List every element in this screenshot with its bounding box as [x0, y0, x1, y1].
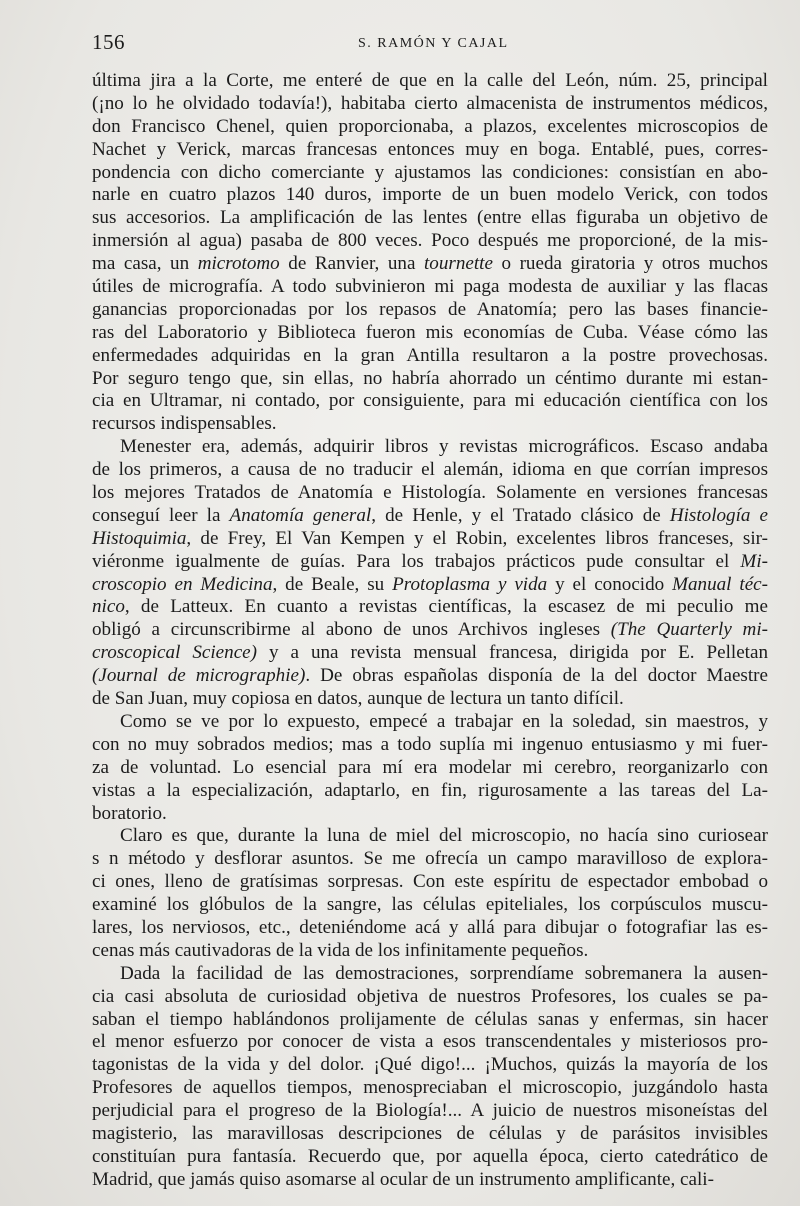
text-line: el menor esfuerzo por conocer de vista a esos transcendentales y misteriosos pro-: [92, 1031, 768, 1053]
text-line: ma casa, un microtomo de Ranvier, una tournette o rueda giratoria y otros muchos: [92, 253, 768, 275]
text-line: saban el tiempo hablándonos prolijamente de células sanas y enfermas, sin hacer: [92, 1008, 768, 1030]
paragraph: [92, 963, 768, 1192]
text-line: Dada la facilidad de las demostraciones, sorprendíame sobremanera la ausen-: [120, 962, 768, 984]
text-line: Histoquimia, de Frey, El Van Kempen y el Robin, excelentes libros franceses, sir-: [92, 527, 768, 549]
text-line: narle en cuatro plazos 140 duros, importe de un buen modelo Verick, con todos: [92, 184, 768, 206]
paragraph: [92, 825, 768, 962]
text-line: inmersión al agua) pasaba de 800 veces. Poco después me proporcioné, de la mis-: [92, 230, 768, 252]
page-header: [92, 30, 770, 60]
text-line: tagonistas de la vida y del dolor. ¡Qué digo!... ¡Muchos, quizás la mayoría de los: [92, 1054, 768, 1076]
page-number: 156: [92, 30, 125, 54]
text-line: Por seguro tengo que, sin ellas, no habría ahorrado un céntimo durante mi estan-: [92, 367, 768, 389]
text-line: de San Juan, muy copiosa en datos, aunque de lectura un tanto difícil.: [92, 688, 624, 710]
text-line: croscopical Science) y a una revista mensual francesa, dirigida por E. Pelletan: [92, 642, 769, 664]
text-line: vistas a la especialización, adaptarlo, en fin, rigurosamente a las tareas del La-: [92, 779, 768, 801]
text-line: Nachet y Verick, marcas francesas entonces muy en boga. Entablé, pues, corres-: [92, 138, 768, 160]
text-line: ras del Laboratorio y Biblioteca fueron mis economías de Cuba. Véase cómo las: [92, 321, 768, 343]
text-line: croscopio en Medicina, de Beale, su Protoplasma y vida y el conocido Manual téc-: [92, 573, 768, 595]
text-line: za de voluntad. Lo esencial para mí era modelar mi cerebro, reorganizarlo con: [92, 756, 768, 778]
text-line: útiles de micrografía. A todo subvinieron mi paga modesta de auxiliar y las flacas: [92, 276, 768, 298]
text-line: obligó a circunscribirme al abono de unos Archivos ingleses (The Quarterly mi-: [92, 619, 768, 641]
text-line: (Journal de micrographie). De obras españolas disponía de la del doctor Maestre: [92, 665, 768, 687]
text-line: cia en Ultramar, ni contado, por consiguiente, para mi educación científica con los: [92, 390, 768, 412]
body-text: [92, 70, 768, 1192]
text-line: nico, de Latteux. En cuanto a revistas científicas, la escasez de mi peculio me: [92, 596, 768, 618]
text-line: con no muy sobrados medios; mas a todo suplía mi ingenuo entusiasmo y mi fuer-: [92, 733, 768, 755]
text-line: Madrid, que jamás quiso asomarse al ocular de un instrumento amplificante, cali-: [92, 1168, 714, 1190]
text-line: Profesores de aquellos tiempos, menospreciaban el microscopio, juzgándolo hasta: [92, 1077, 768, 1099]
text-line: Menester era, además, adquirir libros y revistas micrográficos. Escaso andaba: [120, 436, 768, 458]
text-line: don Francisco Chenel, quien proporcionaba, a plazos, excelentes microscopios de: [92, 115, 768, 137]
text-line: conseguí leer la Anatomía general, de Henle, y el Tratado clásico de Histología e: [92, 504, 769, 526]
paragraph: [92, 711, 768, 825]
text-line: examiné los glóbulos de la sangre, las células epiteliales, los corpúsculos muscu-: [92, 894, 768, 916]
text-line: ganancias proporcionadas por los repasos de Anatomía; pero las bases financie-: [92, 298, 768, 320]
text-line: pondencia con dicho comerciante y ajustamos las condiciones: consistían en abo-: [92, 161, 768, 183]
text-line: última jira a la Corte, me enteré de que en la calle del León, núm. 25, principal: [92, 70, 768, 91]
text-line: viéronme igualmente de guías. Para los trabajos prácticos pude consultar el Mi-: [92, 550, 768, 572]
paragraph: [92, 70, 768, 436]
text-line: perjudicial para el progreso de la Biología!... A juicio de nuestros misoneístas del: [92, 1100, 768, 1122]
text-line: recursos indispensables.: [92, 413, 277, 435]
text-line: enfermedades adquiridas en la gran Antilla resultaron a la postre provechosas.: [92, 344, 768, 366]
text-line: los mejores Tratados de Anatomía e Histología. Solamente en versiones francesas: [92, 482, 768, 504]
text-line: boratorio.: [92, 802, 167, 824]
text-line: s n método y desflorar asuntos. Se me ofrecía un campo maravilloso de explora-: [92, 848, 768, 870]
text-line: cenas más cautivadoras de la vida de los infinitamente pequeños.: [92, 939, 589, 961]
text-line: de los primeros, a causa de no traducir el alemán, idioma en que corrían impresos: [92, 459, 768, 481]
text-line: constituían pura fantasía. Recuerdo que, por aquella época, cierto catedrático de: [92, 1145, 768, 1167]
text-line: ci ones, lleno de gratísimas sorpresas. Con este espíritu de espectador embobad o: [92, 871, 768, 893]
text-line: Claro es que, durante la luna de miel del microscopio, no hacía sino curiosear: [120, 825, 768, 847]
text-line: (¡no lo he olvidado todavía!), habitaba cierto almacenista de instrumentos médicos,: [92, 92, 768, 114]
text-line: magisterio, las maravillosas descripciones de células y de parásitos invisibles: [92, 1122, 768, 1144]
text-line: cia casi absoluta de curiosidad objetiva de nuestros Profesores, los cuales se pa-: [92, 985, 768, 1007]
text-line: sus accesorios. La amplificación de las lentes (entre ellas figuraba un objetivo de: [92, 207, 768, 229]
paragraph: [92, 436, 768, 711]
running-head: S. RAMÓN Y CAJAL: [358, 36, 509, 51]
text-line: Como se ve por lo expuesto, empecé a trabajar en la soledad, sin maestros, y: [120, 710, 768, 732]
text-line: lares, los nerviosos, etc., deteniéndome acá y allá para dibujar o fotografiar las es-: [92, 916, 768, 938]
